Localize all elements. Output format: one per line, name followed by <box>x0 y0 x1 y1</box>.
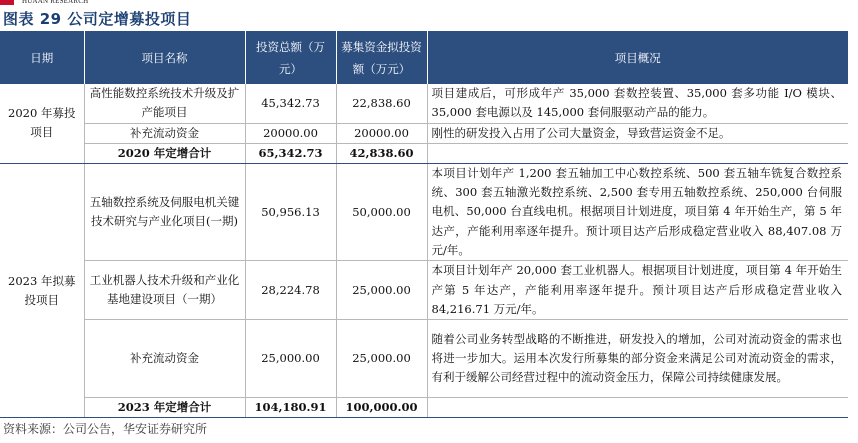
group-date: 2020 年募投项目 <box>0 84 84 163</box>
col-header-name: 项目名称 <box>84 31 245 84</box>
total-investment: 25,000.00 <box>245 320 336 398</box>
col-header-date: 日期 <box>0 31 84 84</box>
table-row <box>0 320 848 398</box>
subtotal-row <box>0 398 848 418</box>
project-name: 补充流动资金 <box>84 320 245 398</box>
subtotal-raise: 100,000.00 <box>336 398 427 418</box>
project-overview: 本项目计划年产 20,000 套工业机器人。根据项目计划进度，项目第 4 年开始生产第 5 年达产，产能利用率逐年提升。预计项目达产后形成稳定营业收入 84,216.71 万元/年。 <box>427 261 848 320</box>
subtotal-raise: 42,838.60 <box>336 143 427 163</box>
project-name: 工业机器人技术升级和产业化基地建设项目（一期） <box>84 261 245 320</box>
table-header-row <box>0 31 848 84</box>
total-investment: 50,956.13 <box>245 163 336 260</box>
brand-logo-mark <box>0 0 14 5</box>
subtotal-total: 104,180.91 <box>245 398 336 418</box>
subtotal-empty <box>427 398 848 418</box>
project-overview: 本项目计划年产 1,200 套五轴加工中心数控系统、500 套五轴车铣复合数控系统、300 套五轴激光数控系统、2,500 套专用五轴数控系统、250,000 台伺服电机、50,000 台直线电机。根据项目计划进度，项目第 4 年开始生产，第 5 年达产，产能利用率逐年提升。预计项目达产后形成稳定营业收入 88,407.08 万元/年。 <box>427 163 848 260</box>
project-overview: 刚性的研发投入占用了公司大量资金，导致营运资金不足。 <box>427 123 848 143</box>
subtotal-row <box>0 143 848 163</box>
total-investment: 45,342.73 <box>245 84 336 123</box>
project-overview: 项目建成后，可形成年产 35,000 套数控装置、35,000 套多功能 I/O 模块、35,000 套电源以及 145,000 套伺服驱动产品的能力。 <box>427 84 848 123</box>
subtotal-total: 65,342.73 <box>245 143 336 163</box>
col-header-desc: 项目概况 <box>427 31 848 84</box>
raise-amount: 20000.00 <box>336 123 427 143</box>
raise-amount: 22,838.60 <box>336 84 427 123</box>
total-investment: 20000.00 <box>245 123 336 143</box>
raise-amount: 25,000.00 <box>336 261 427 320</box>
table-row <box>0 163 848 260</box>
col-header-total: 投资总额（万元） <box>245 31 336 84</box>
figure-title: 图表 29 公司定增募投项目 <box>3 10 192 28</box>
subtotal-empty <box>427 143 848 163</box>
brand-name: HUAAN RESEARCH <box>22 0 89 5</box>
col-header-raise: 募集资金拟投资额（万元） <box>336 31 427 84</box>
raise-amount: 50,000.00 <box>336 163 427 260</box>
project-name: 高性能数控系统技术升级及扩产能项目 <box>84 84 245 123</box>
subtotal-label: 2020 年定增合计 <box>84 143 245 163</box>
group-date: 2023 年拟募投项目 <box>0 163 84 417</box>
projects-table <box>0 31 848 418</box>
project-overview: 随着公司业务转型战略的不断推进，研发投入的增加，公司对流动资金的需求也将进一步加大。运用本次发行所募集的部分资金来满足公司对流动资金的需求，有利于缓解公司经营过程中的流动资金压力，保障公司持续健康发展。 <box>427 320 848 398</box>
project-name: 补充流动资金 <box>84 123 245 143</box>
raise-amount: 25,000.00 <box>336 320 427 398</box>
subtotal-label: 2023 年定增合计 <box>84 398 245 418</box>
table-row <box>0 261 848 320</box>
source-note: 资料来源：公司公告，华安证券研究所 <box>3 422 208 436</box>
project-name: 五轴数控系统及伺服电机关键技术研究与产业化项目(一期) <box>84 163 245 260</box>
table-row <box>0 123 848 143</box>
total-investment: 28,224.78 <box>245 261 336 320</box>
table-row <box>0 84 848 123</box>
